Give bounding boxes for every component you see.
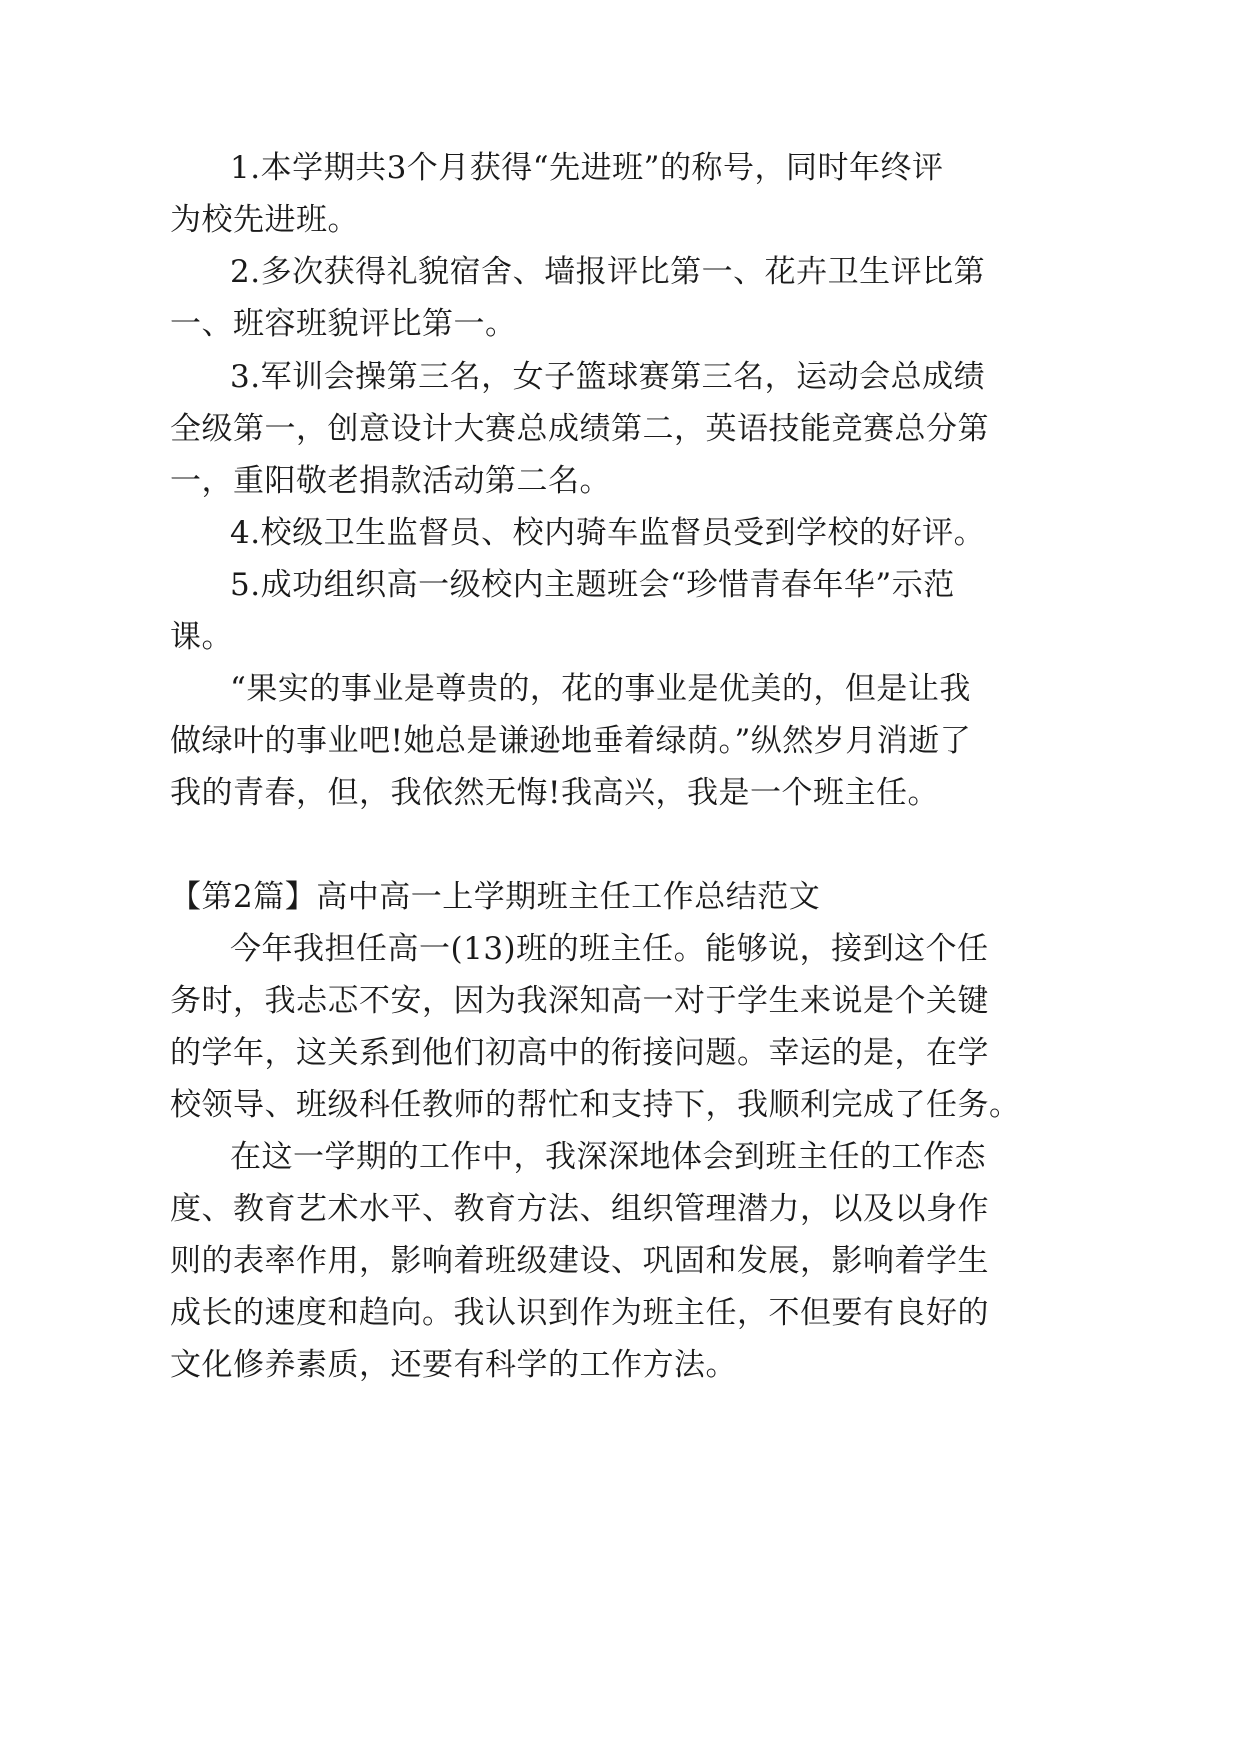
- paragraph-line: 一、班容班貌评比第一。: [170, 306, 517, 342]
- paragraph-line: 1.本学期共3个月获得“先进班”的称号，同时年终评: [230, 150, 944, 186]
- paragraph-line: 2.多次获得礼貌宿舍、墙报评比第一、花卉卫生评比第: [230, 254, 986, 290]
- paragraph-line: 3.军训会操第三名，女子篮球赛第三名，运动会总成绩: [230, 359, 986, 395]
- paragraph-line: 的学年，这关系到他们初高中的衔接问题。幸运的是，在学: [170, 1035, 989, 1071]
- section-heading: 【第2篇】高中高一上学期班主任工作总结范文: [170, 879, 821, 915]
- paragraph-line: 5.成功组织高一级校内主题班会“珍惜青春年华”示范: [230, 567, 955, 603]
- paragraph-line: 在这一学期的工作中，我深深地体会到班主任的工作态: [230, 1139, 986, 1175]
- paragraph-line: 4.校级卫生监督员、校内骑车监督员受到学校的好评。: [230, 515, 986, 551]
- paragraph-line: 务时，我忐忑不安，因为我深知高一对于学生来说是个关键: [170, 983, 989, 1019]
- paragraph-line: “果实的事业是尊贵的，花的事业是优美的，但是让我: [230, 671, 971, 707]
- paragraph-line: 全级第一，创意设计大赛总成绩第二，英语技能竞赛总分第: [170, 411, 989, 447]
- paragraph-line: 校领导、班级科任教师的帮忙和支持下，我顺利完成了任务。: [170, 1087, 1021, 1123]
- paragraph-line: 今年我担任高一(13)班的班主任。能够说，接到这个任: [230, 931, 989, 967]
- paragraph-line: 则的表率作用，影响着班级建设、巩固和发展，影响着学生: [170, 1243, 989, 1279]
- paragraph-line: 课。: [170, 619, 233, 655]
- paragraph-line: 我的青春，但，我依然无悔!我高兴，我是一个班主任。: [170, 775, 939, 811]
- paragraph-line: 文化修养素质，还要有科学的工作方法。: [170, 1347, 737, 1383]
- paragraph-line: 一，重阳敬老捐款活动第二名。: [170, 463, 611, 499]
- paragraph-line: 做绿叶的事业吧!她总是谦逊地垂着绿荫。”纵然岁月消逝了: [170, 723, 972, 759]
- paragraph-line: 度、教育艺术水平、教育方法、组织管理潜力，以及以身作: [170, 1191, 989, 1227]
- paragraph-line: 为校先进班。: [170, 202, 359, 238]
- paragraph-line: 成长的速度和趋向。我认识到作为班主任，不但要有良好的: [170, 1295, 989, 1331]
